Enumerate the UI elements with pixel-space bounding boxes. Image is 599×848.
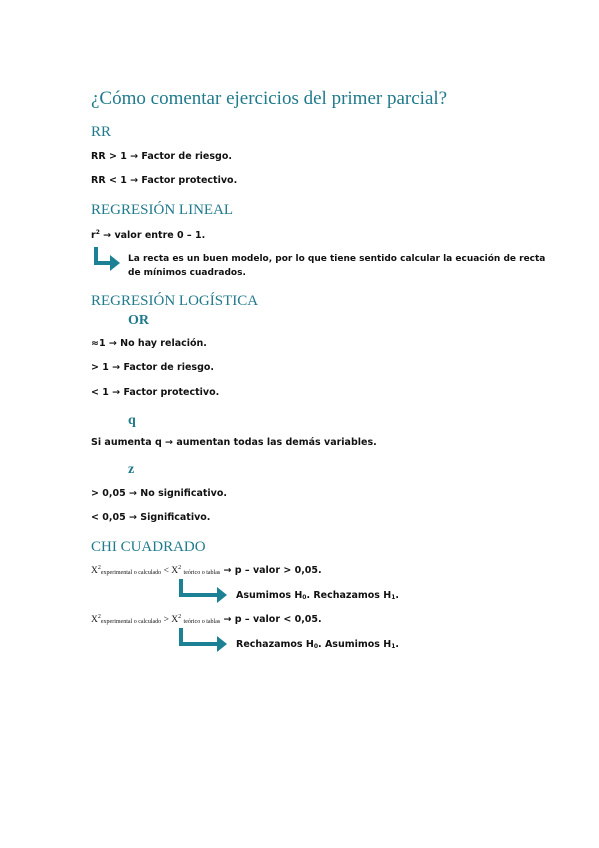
or-item-no-relation: ≈1 → No hay relación. — [91, 338, 207, 349]
section-heading-rr: RR — [91, 124, 112, 140]
subheading-or: OR — [128, 313, 149, 328]
chi-case-1: $X^2experimental$ o calculado < $X^2$ teórico o tablas → p – valor > 0,05. — [91, 565, 322, 576]
r-text: → valor entre 0 – 1. — [99, 230, 206, 241]
rr-item-risk: RR > 1 → Factor de riesgo. — [91, 151, 232, 162]
page-title: ¿Cómo comentar ejercicios del primer parcial? — [91, 88, 448, 109]
z-item-not-significant: > 0,05 → No significativo. — [91, 488, 228, 499]
z-item-significant: < 0,05 → Significativo. — [91, 512, 211, 523]
or-item-risk: > 1 → Factor de riesgo. — [91, 362, 215, 373]
chi-case-1-result: Asumimos H0. Rechazamos H1. — [236, 590, 400, 601]
section-heading-regresion-logistica: REGRESIÓN LOGÍSTICA — [91, 293, 259, 309]
r-squared-line — [91, 229, 205, 241]
regression-note-line-2: de mínimos cuadrados. — [128, 268, 246, 278]
chi-case-2-result: Rechazamos H0. Asumimos H1. — [236, 639, 400, 650]
section-heading-regresion-lineal: REGRESIÓN LINEAL — [91, 202, 234, 218]
section-heading-chi-cuadrado: CHI CUADRADO — [91, 539, 206, 555]
rr-item-protective: RR < 1 → Factor protectivo. — [91, 175, 238, 186]
curved-arrow-icon — [94, 247, 122, 271]
or-item-protective: < 1 → Factor protectivo. — [91, 387, 220, 398]
curved-arrow-icon — [179, 579, 229, 603]
r-label: r — [91, 230, 96, 241]
curved-arrow-icon — [179, 628, 229, 652]
regression-note — [128, 252, 545, 280]
subheading-q: q — [128, 413, 136, 428]
r-superscript: 2 — [95, 229, 100, 236]
regression-note-line-1: La recta es un buen modelo, por lo que tiene sentido calcular la ecuación de recta — [128, 254, 546, 264]
subheading-z: z — [128, 462, 135, 477]
chi-case-2: $X^2experimental$ o calculado > $X^2$ teórico o tablas → p – valor < 0,05. — [91, 614, 322, 625]
q-item: Si aumenta q → aumentan todas las demás variables. — [91, 437, 377, 448]
